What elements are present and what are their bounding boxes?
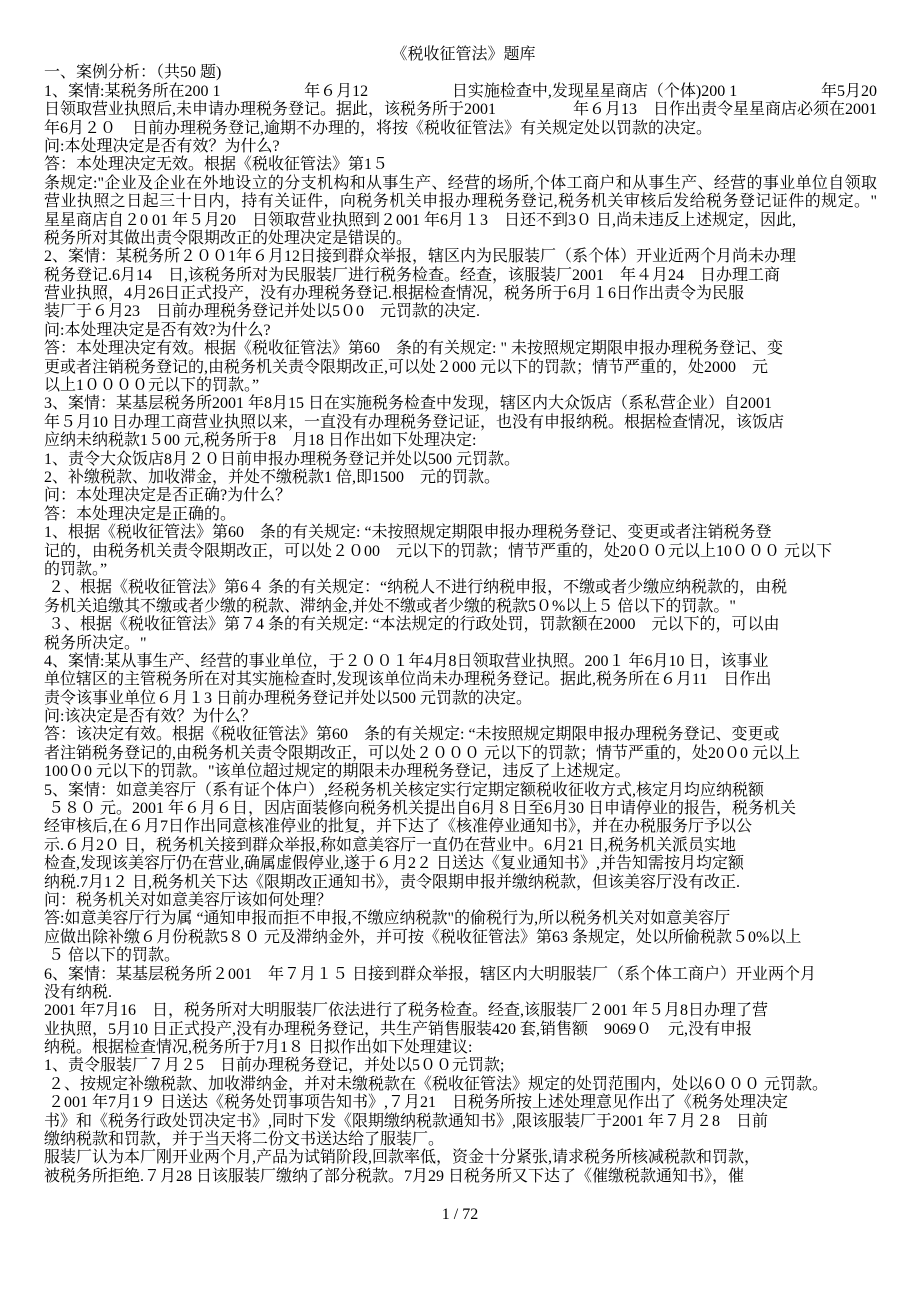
answer-line: 答：该决定有效。根据《税收征管法》第60 条的有关规定: “未按照规定期限申报办理税务登记、变更或 bbox=[44, 726, 780, 744]
text-line: 2001 年7月16 日，税务所对大明服装厂依法进行了税务检查。经查,该服装厂２001 年５月8日办理了营 bbox=[44, 1002, 769, 1020]
text-line: 营业执照之日起三十日内，持有关证件，向税务机关申报办理税务登记,税务机关审核后发给税务登记证件的规定。" bbox=[44, 193, 877, 211]
text-line: ２001 年7月1９ 日送达《税务处罚事项告知书》,７月21 日税务所按上述处理意见作出了《税务处理决定 bbox=[44, 1094, 789, 1112]
text-line: 税务所对其做出责令限期改正的处理决定是错误的。 bbox=[44, 229, 413, 247]
section-heading: 一、案例分析：（共50 题) bbox=[44, 64, 222, 82]
text-line: 者注销税务登记的,由税务机关责令限期改正，可以处２０００ 元以下的罚款；情节严重的，处20０0 元以上 bbox=[44, 744, 801, 762]
case-line: 3、案情：某基层税务所2001 年8月15 日在实施税务检查中发现，辖区内大众饭店（系私营企业）自2001 bbox=[44, 395, 773, 413]
text-line: 应纳未纳税款1５00 元,税务所于8 月18 日作出如下处理决定: bbox=[44, 432, 477, 450]
case-line: 5、案情：如意美容厅（系有证个体户）,经税务机关核定实行定期定额税收征收方式,核定月均应纳税额 bbox=[44, 781, 765, 799]
text-line: 年6月２０ 日前办理税务登记,逾期不办理的，将按《税收征管法》有关规定处以罚款的决定。 bbox=[44, 119, 713, 137]
text-line: ２、按规定补缴税款、加收滞纳金，并对未缴税款在《税收征管法》规定的处罚范围内，处以6０００ 元罚款。 bbox=[44, 1075, 829, 1093]
text-line: 单位辖区的主管税务所在对其实施检查时,发现该单位尚未办理税务登记。据此,税务所在６月11 日作出 bbox=[44, 671, 772, 689]
text-line: 星星商店自２0 01 年５月20 日领取营业执照到２001 年6月１3 日还不到3０ 日,尚未违反上述规定，因此, bbox=[44, 211, 797, 229]
document-body bbox=[44, 46, 877, 1186]
text-line: 被税务所拒绝.７月28 日该服装厂缴纳了部分税款。7月29 日税务所又下达了《催缴税款通知书》，催 bbox=[44, 1167, 745, 1185]
text-line: 纳税.7月1２ 日,税务机关下达《限期改正通知书》，责令限期申报并缴纳税款，但该美容厅没有改正. bbox=[44, 873, 741, 891]
case-line: 4、案情:某从事生产、经营的事业单位，于２００１年4月8日领取营业执照。200１ 年6月10 日，该事业 bbox=[44, 652, 769, 670]
text-line: 年５月10 日办理工商营业执照以来，一直没有办理税务登记证，也没有申报纳税。根据检查情况，该饭店 bbox=[44, 413, 785, 431]
text-line: ２、根据《税收征管法》第6４ 条的有关规定：“纳税人不进行纳税申报，不缴或者少缴应纳税款的，由税 bbox=[44, 579, 788, 597]
text-line: 服装厂认为本厂刚开业两个月,产品为试销阶段,回款率低，资金十分紧张,请求税务所核减税款和罚款， bbox=[44, 1149, 761, 1167]
text-line: 1、责令服装厂７月２5 日前办理税务登记，并处以5００元罚款; bbox=[44, 1057, 505, 1075]
text-line: 检查,发现该美容厅仍在营业,确属虚假停业,遂于６月2２ 日送达《复业通知书》,并告知需按月均定额 bbox=[44, 855, 745, 873]
answer-line: 答:如意美容厅行为属 “通知申报而拒不申报,不缴应纳税款"的偷税行为,所以税务机关对如意美容厅 bbox=[44, 910, 731, 928]
text-line: ５８０ 元。2001 年６月６日，因店面装修向税务机关提出自6月８日至6月30 日申请停业的报告，税务机关 bbox=[44, 800, 797, 818]
page-number: 1 / 72 bbox=[441, 1206, 479, 1223]
text-line: 示.６月2０ 日，税务机关接到群众举报,称如意美容厅一直仍在营业中。6月21 日,税务机关派员实地 bbox=[44, 836, 737, 854]
text-line: ５ 倍以下的罚款。 bbox=[44, 947, 181, 965]
text-line: 以上1００００元以下的罚款。” bbox=[44, 377, 260, 395]
text-line: 2、补缴税款、加收滞金，并处不缴税款1 倍,即1500 元的罚款。 bbox=[44, 468, 501, 486]
question-line: 问:本处理决定是否有效？为什么? bbox=[44, 137, 280, 155]
text-line: 应做出除补缴６月份税款5８０ 元及滞纳金外，并可按《税收征管法》第63 条规定，处以所偷税款５0%以上 bbox=[44, 928, 802, 946]
answer-line: 答：本处理决定有效。根据《税收征管法》第60 条的有关规定: " 未按照规定期限申报办理税务登记、变 bbox=[44, 340, 783, 358]
text-line: 100０0 元以下的罚款。"该单位超过规定的期限未办理税务登记，违反了上述规定。 bbox=[44, 763, 631, 781]
document-title: 《税收征管法》题库 bbox=[391, 46, 536, 63]
question-line: 问:该决定是否有效？为什么？ bbox=[44, 708, 257, 726]
question-line: 问:本处理决定是否有效?为什么? bbox=[44, 321, 271, 339]
text-line: 装厂于６月23 日前办理税务登记并处以5０0 元罚款的决定. bbox=[44, 303, 481, 321]
text-segment: 1、案情:某税务所在200 1 bbox=[44, 82, 221, 100]
answer-line: 答：本处理决定无效。根据《税收征管法》第1５ bbox=[44, 156, 389, 174]
text-line bbox=[44, 101, 877, 119]
text-line: 务机关追缴其不缴或者少缴的税款、滞纳金,并处不缴或者少缴的税款5０%以上５ 倍以下的罚款。" bbox=[44, 597, 736, 615]
text-line: ３、根据《税收征管法》第７4 条的有关规定: “本法规定的行政处罚，罚款额在2000 元以下的，可以由 bbox=[44, 616, 780, 634]
answer-line: 答：本处理决定是正确的。 bbox=[44, 505, 237, 523]
text-segment: 日领取营业执照后,未申请办理税务登记。据此，该税务所于2001 bbox=[44, 101, 497, 119]
text-line: 记的，由税务机关责令限期改正，可以处２０00 元以下的罚款；情节严重的，处20００元以上10０００ 元以下 bbox=[44, 542, 833, 560]
case-line: 2、案情：某税务所２００1年６月12日接到群众举报，辖区内为民服装厂（系个体）开业近两个月尚未办理 bbox=[44, 248, 797, 266]
text-segment: 年5月20 bbox=[820, 82, 877, 100]
text-line bbox=[44, 83, 877, 101]
text-line: 税务登记.6月14 日,该税务所对为民服装厂进行税务检查。经查，该服装厂2001 年４月24 日办理工商 bbox=[44, 266, 781, 284]
text-line: 的罚款。” bbox=[44, 560, 108, 578]
question-line: 问：本处理决定是否正确?为什么？ bbox=[44, 487, 292, 505]
text-segment: 日实施检查中,发现星星商店（个体)200 1 bbox=[451, 82, 738, 100]
text-line: 更或者注销税务登记的,由税务机关责令限期改正,可以处２000 元以下的罚款；情节严重的，处2000 元 bbox=[44, 358, 769, 376]
text-line: 营业执照，4月26日正式投产，没有办理税务登记.根据检查情况，税务所于6月１6日作出责令为民服 bbox=[44, 285, 745, 303]
text-line: 经审核后,在６月7日作出同意核准停业的批复，并下达了《核准停业通知书》，并在办税服务厅予以公 bbox=[44, 818, 753, 836]
text-segment: 年６月12 bbox=[304, 82, 369, 100]
text-line: 责令该事业单位６月１3 日前办理税务登记并处以500 元罚款的决定。 bbox=[44, 689, 533, 707]
text-line: 税务所决定。" bbox=[44, 634, 147, 652]
text-line: 业执照，5月10 日正式投产,没有办理税务登记，共生产销售服装420 套,销售额 9069０ 元,没有申报 bbox=[44, 1020, 753, 1038]
text-line: 1、根据《税收征管法》第60 条的有关规定: “未按照规定期限申报办理税务登记、变更或者注销税务登 bbox=[44, 524, 772, 542]
text-line: 缴纳税款和罚款，并于当天将二份文书送达给了服装厂。 bbox=[44, 1131, 445, 1149]
question-line: 问：税务机关对如意美容厅该如何处理？ bbox=[44, 891, 333, 909]
text-line: 纳税。根据检查情况,税务所于7月1８ 日拟作出如下处理建议: bbox=[44, 1039, 473, 1057]
text-line: 书》和《税务行政处罚决定书》,同时下发《限期缴纳税款通知书》,限该服装厂于2001 年７月２8 日前 bbox=[44, 1112, 769, 1130]
text-line: 1、责令大众饭店8月２０日前申报办理税务登记并处以500 元罚款。 bbox=[44, 450, 521, 468]
case-line: 6、案情：某基层税务所２001 年７月１５ 日接到群众举报，辖区内大明服装厂（系个体工商户）开业两个月 bbox=[44, 965, 817, 983]
text-line: 条规定:"企业及企业在外地设立的分支机构和从事生产、经营的场所,个体工商户和从事生产、经营的事业单位自领取 bbox=[44, 174, 877, 192]
text-line: 没有纳税. bbox=[44, 983, 113, 1001]
text-segment: 年６月13 日作出责令星星商店必须在2001 bbox=[572, 101, 877, 119]
